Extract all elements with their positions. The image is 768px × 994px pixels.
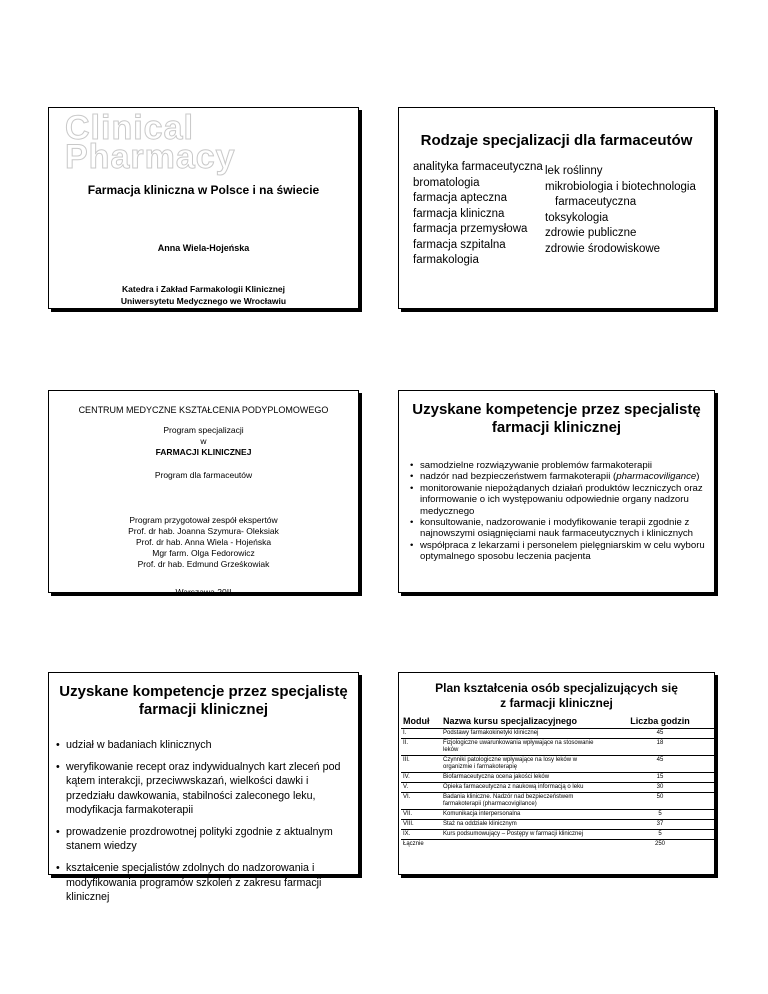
table-row — [401, 756, 714, 773]
institution-line-2: Uniwersytetu Medycznego we Wrocławiu — [120, 296, 287, 306]
specialization-item: bromatologia — [413, 176, 480, 189]
table-header-row — [401, 715, 714, 729]
expert-name: Prof. dr hab. Joanna Szymura- Oleksiak — [128, 526, 279, 536]
course-cell: Kurs podsumowujący – Postępy w farmacji klinicznej — [441, 830, 606, 840]
hours-cell: 18 — [606, 739, 714, 756]
table-row — [401, 729, 714, 739]
specialization-item: zdrowie środowiskowe — [545, 242, 661, 255]
specialization-item: lek roślinny — [545, 165, 603, 177]
table-row — [401, 820, 714, 830]
module-cell: V. — [401, 783, 441, 793]
course-cell: Fizjologiczne uwarunkowania wpływające na stosowanie leków — [441, 739, 606, 756]
expert-name: Mgr farm. Olga Fedorowicz — [152, 548, 255, 558]
bullet-icon: • — [410, 539, 414, 551]
hours-cell: 37 — [606, 820, 714, 830]
list-item — [409, 471, 709, 482]
program-subtitle: Program dla farmaceutów — [154, 470, 253, 480]
module-cell: VIII. — [401, 820, 441, 830]
specialization-item: analityka farmaceutyczna — [413, 161, 543, 173]
bullet-icon: • — [56, 761, 60, 774]
course-cell: Badania kliniczne. Nadzór nad bezpieczeństwem farmakoterapii (pharmacovigilance) — [441, 793, 606, 810]
table-row — [401, 783, 714, 793]
heading-line-1: Uzyskane kompetencje przez specjalistę — [412, 401, 701, 418]
specializations-left-column — [413, 160, 563, 269]
specialization-item: farmacja kliniczna — [413, 207, 505, 220]
center-header: CENTRUM MEDYCZNE KSZTAŁCENIA PODYPLOMOWEGO — [78, 405, 329, 415]
course-cell — [441, 840, 606, 850]
column-header-hours: Liczba godzin — [606, 715, 714, 729]
slide-heading — [399, 401, 714, 437]
specialization-item: mikrobiologia i biotechnologia farmaceutyczna — [545, 180, 696, 208]
table-row — [401, 773, 714, 783]
table-row — [401, 739, 714, 756]
specialization-item: farmacja szpitalna — [413, 238, 506, 251]
slide-heading — [49, 683, 358, 719]
course-cell: Staż na oddziale klinicznym — [441, 820, 606, 830]
item-text: współpraca z lekarzami i personelem pielęgniarskim w celu wyboru optymalnego sposobu leczenia pacjenta — [420, 539, 705, 563]
course-cell: Podstawy farmakokinetyki klinicznej — [441, 729, 606, 739]
bullet-icon: • — [410, 517, 414, 529]
item-text: nadzór nad bezpieczeństwem farmakoterapii ( — [420, 471, 617, 483]
slide-competencies-1 — [398, 390, 715, 593]
program-line-2: w — [200, 436, 207, 446]
bullet-icon: • — [410, 460, 414, 471]
table-row — [401, 793, 714, 810]
bullet-icon: • — [56, 826, 60, 839]
bullet-icon: • — [410, 482, 414, 494]
hours-cell: 45 — [606, 729, 714, 739]
slide-specializations — [398, 107, 715, 309]
module-cell: Łącznie — [401, 840, 441, 850]
list-item — [55, 738, 355, 752]
hours-cell: 50 — [606, 793, 714, 810]
slide-heading — [399, 681, 714, 711]
module-cell: I. — [401, 729, 441, 739]
module-cell: VI. — [401, 793, 441, 810]
course-cell: Opieka farmaceutyczna z naukową informacją o leku — [441, 783, 606, 793]
institution — [49, 283, 358, 307]
list-item — [409, 483, 709, 517]
item-text-end: ) — [696, 471, 700, 483]
slide-heading: Rodzaje specjalizacji dla farmaceutów — [420, 132, 693, 149]
presentation-title: Farmacja kliniczna w Polsce i na świecie — [87, 183, 320, 197]
list-item — [409, 517, 709, 540]
hours-cell: 250 — [606, 840, 714, 850]
bullet-icon: • — [56, 862, 60, 875]
course-cell: Komunikacja interpersonalna — [441, 810, 606, 820]
list-item — [409, 460, 709, 471]
specialization-item: toksykologia — [545, 211, 609, 224]
item-text: prowadzenie prozdrowotnej polityki zgodnie z aktualnym stanem wiedzy — [66, 826, 333, 853]
item-text: monitorowanie niepożądanych działań produktów leczniczych oraz informowanie o ich występowaniu odpowiednie organy nadzoru medycznego — [420, 482, 703, 517]
module-cell: II. — [401, 739, 441, 756]
specializations-right-column — [545, 164, 713, 257]
clinical-pharmacy-logo: Clinical Pharmacy — [65, 109, 236, 176]
item-text: weryfikowanie recept oraz indywidualnych kart zleceń pod kątem interakcji, przeciwwskazań, wielkości dawki i przedziału dawkowania, stabilności zaleconego leku, modyfikacja farmakoterapii — [66, 761, 341, 816]
competencies-list — [409, 460, 709, 563]
item-text: kształcenie specjalistów zdolnych do nadzorowania i modyfikowania programów szkoleń z zakresu farmacji klinicznej — [66, 862, 322, 903]
table-row-total — [401, 840, 714, 850]
item-text: udział w badaniach klinicznych — [66, 739, 212, 751]
list-item — [409, 540, 709, 563]
module-cell: III. — [401, 756, 441, 773]
table-row — [401, 810, 714, 820]
specialization-item: zdrowie publiczne — [545, 227, 637, 239]
bullet-icon: • — [410, 471, 414, 483]
column-header-course: Nazwa kursu specjalizacyjnego — [441, 715, 606, 729]
course-cell: Biofarmaceutyczna ocena jakości leków — [441, 773, 606, 783]
expert-name: Prof. dr hab. Edmund Grześkowiak — [137, 559, 270, 569]
author-name: Anna Wiela-Hojeńska — [157, 243, 250, 253]
list-item — [55, 861, 355, 904]
training-plan-table — [401, 715, 714, 849]
hours-cell: 15 — [606, 773, 714, 783]
heading-line-1: Uzyskane kompetencje przez specjalistę — [59, 683, 348, 700]
experts-list — [49, 515, 358, 570]
heading-line-2: farmacji klinicznej — [138, 701, 269, 718]
module-cell: IV. — [401, 773, 441, 783]
item-text: samodzielne rozwiązywanie problemów farmakoterapii — [420, 460, 652, 471]
list-item — [55, 825, 355, 853]
program-line-1: Program specjalizacji — [163, 425, 244, 435]
bullet-icon: • — [56, 739, 60, 751]
heading-line-1: Plan kształcenia osób specjalizujących się — [435, 681, 678, 695]
heading-line-2: z farmacji klinicznej — [500, 696, 613, 710]
list-item — [55, 760, 355, 817]
module-cell: VII. — [401, 810, 441, 820]
item-text: konsultowanie, nadzorowanie i modyfikowanie terapii zgodnie z najnowszymi osiągnięciami nauk farmaceutycznych i klinicznych — [420, 517, 694, 540]
hours-cell: 45 — [606, 756, 714, 773]
hours-cell: 5 — [606, 830, 714, 840]
specialization-item: farmakologia — [413, 254, 479, 266]
place-date: Warszawa 20II — [175, 587, 232, 597]
slide-title — [48, 107, 359, 309]
column-header-module: Moduł — [401, 715, 441, 729]
item-text-italic: pharmacoviligance — [616, 471, 697, 483]
specialization-item: farmacja apteczna — [413, 192, 507, 204]
competencies-list — [55, 738, 355, 912]
specialization-item: farmacja przemysłowa — [413, 223, 528, 235]
slide-training-plan — [398, 672, 715, 875]
module-cell: IX. — [401, 830, 441, 840]
institution-line-1: Katedra i Zakład Farmakologii Klinicznej — [122, 284, 285, 294]
course-cell: Czynniki patologiczne wpływające na losy leków w organizmie i farmakoterapię — [441, 756, 606, 773]
prepared-by: Program przygotował zespół ekspertów — [129, 515, 278, 525]
expert-name: Prof. dr hab. Anna Wiela - Hojeńska — [135, 537, 272, 547]
hours-cell: 5 — [606, 810, 714, 820]
slide-program — [48, 390, 359, 597]
table-row — [401, 830, 714, 840]
slide-competencies-2 — [48, 672, 359, 903]
program-line-3: FARMACJI KLINICZNEJ — [155, 447, 252, 457]
heading-line-2: farmacji klinicznej — [491, 419, 622, 436]
program-name — [49, 425, 358, 458]
hours-cell: 30 — [606, 783, 714, 793]
